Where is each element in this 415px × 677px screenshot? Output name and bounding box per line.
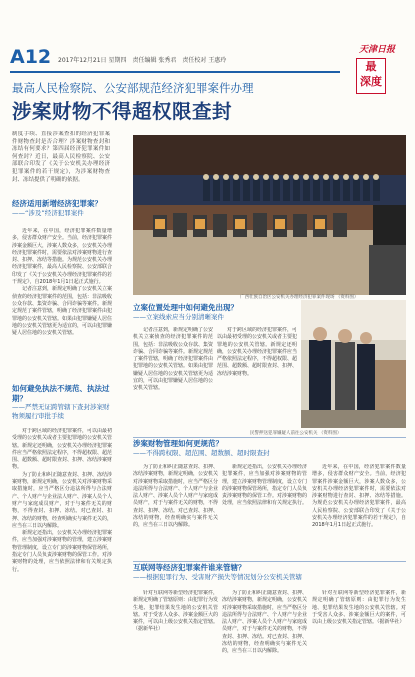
article-headline: 涉案财物不得超权限查封 <box>12 100 233 123</box>
section-divider <box>133 437 406 438</box>
body-paragraph: 近年来，在中国，经济犯罪案件数量增多，侵害群众财产安全。当前，经济犯罪案件涉案金额巨大，涉案人数众多，公安机关办理经济犯罪案件时，需要依法对涉案财物进行查封、扣押、冻结等措施。为规范公安机关办理经济犯罪案件，最高人民检察院、公安部联合印发了《关于公安机关办理经济犯罪案件的若干规定》，自2018年1月1日起正式施行。 <box>12 228 112 286</box>
page-header <box>10 44 405 70</box>
subhead-question: 如何避免执法不规范、执法过期？ <box>12 384 110 403</box>
body-column-9 <box>312 590 406 668</box>
subhead-2 <box>12 384 112 424</box>
police-escort-photo <box>301 300 406 428</box>
header-rule <box>10 71 340 73</box>
body-column-1 <box>12 228 112 378</box>
body-column-3 <box>217 327 297 422</box>
lead-text: 制度手续、直接涉案查扣的经济犯罪案件财物查封是否合理？涉案财物查封和冻结有何要求？第四届经济犯罪案件如何查封？近日，最高人民检察院、公安部联合印发了《关于公安机关办理经济犯罪案件的若干规定》，为涉案财物查封、冻结提供了明确的依据。 <box>12 131 110 183</box>
section-label-line1: 最 <box>365 60 377 73</box>
body-column-1b <box>12 428 112 665</box>
page-number: A12 <box>10 46 52 68</box>
newspaper-logo: 天津日报 <box>358 45 395 55</box>
subhead-answer: ——“涉及”经济犯罪案件 <box>12 208 84 217</box>
press-conference-illustration <box>133 135 406 295</box>
body-column-4 <box>133 464 218 556</box>
body-column-6 <box>312 464 406 556</box>
photo2-caption: 民警押送犯罪嫌疑人前往公安机关 （资料图） <box>250 431 342 436</box>
body-paragraph: 近年来，在中国，经济犯罪案件数量增多，侵害群众财产安全。当前，经济犯罪案件涉案金额巨大，涉案人数众多，公安机关办理经济犯罪案件时，需要依法对涉案财物进行查封、扣押、冻结等措施。为规范公安机关办理经济犯罪案件，最高人民检察院、公安部联合印发了《关于公安机关办理经济犯罪案件的若干规定》，自2018年1月1日起正式施行。 <box>312 464 406 529</box>
body-paragraph: 新规定还指出，公安机关办理经济犯罪案件，应当加强对涉案财物的管理，建立涉案财物管理制度，设立专门的涉案财物保管场所，指定专门人员负责涉案财物的保管工作。对涉案财物的处理，应当依照法律和有关规定执行。 <box>222 464 307 507</box>
article-kicker: 最高人民检察院、公安部规范经济犯罪案件办理 <box>12 81 254 95</box>
subhead-answer: ——根据犯罪行为、受害财产损失等情况划分公安机关管辖 <box>133 572 302 581</box>
press-conference-photo <box>133 135 406 295</box>
subhead-4 <box>133 439 333 461</box>
body-column-8 <box>222 590 307 668</box>
subhead-answer: ——立案线索应当分别清晰案件 <box>133 312 224 321</box>
body-paragraph: 为了防止和纠正随意查封、扣押、冻结涉案财物，新规定明确，公安机关对涉案财物采取措施时，应当严格区分违法所得与合法财产、个人财产与企业法人财产、涉案人员个人财产与家庭成员财产，对于与案件无关的财物，不得查封、扣押、冻结。对已查封、扣押、冻结的财物，经查明确实与案件无关的，应当在三日以内解除。 <box>133 464 218 529</box>
subhead-question: 立案位置处理中如何避免出现？ <box>133 303 238 312</box>
page-meta-line: 2017年12月21日 星期四 责任编辑 张秀君 责任校对 王惠玲 <box>58 57 227 64</box>
section-divider <box>133 561 406 562</box>
subhead-question: 经济适用新增经济犯罪案？ <box>12 199 102 208</box>
body-paragraph: 为了防止和纠正随意查封、扣押、冻结涉案财物，新规定明确，公安机关对涉案财物采取措施时，应当严格区分违法所得与合法财产、个人财产与企业法人财产、涉案人员个人财产与家庭成员财产，对于与案件无关的财物，不得查封、扣押、冻结。对已查封、扣押、冻结的财物，经查明确实与案件无关的，应当在三日以内解除。 <box>222 590 307 655</box>
body-column-7 <box>133 590 218 668</box>
subhead-3 <box>133 303 298 325</box>
section-label-box <box>356 58 386 94</box>
police-escort-illustration <box>301 300 406 428</box>
body-column-2 <box>133 327 213 422</box>
subhead-answer: ——不得跨权限、超范围、超数额、超时限查封 <box>133 448 270 457</box>
body-paragraph: 新规定还指出，公安机关办理经济犯罪案件，应当加强对涉案财物的管理，建立涉案财物管理制度，设立专门的涉案财物保管场所，指定专门人员负责涉案财物的保管工作。对涉案财物的处理，应当依照法律和有关规定执行。 <box>12 530 112 573</box>
body-paragraph: 记者注意到，新规定明确了公安机关立案侦查的经济犯罪案件的范围，包括：非法吸收公众存款、集资诈骗、合同诈骗等案件。新规定规范了案件管辖，明确了经济犯罪案件由犯罪地的公安机关管辖。如果由犯罪嫌疑人居住地的公安机关管辖更为适宜的，可以由犯罪嫌疑人居住地的公安机关管辖。 <box>12 286 112 337</box>
body-column-5 <box>222 464 307 556</box>
subhead-5 <box>133 563 333 587</box>
body-paragraph: 针对互联网等新型经济犯罪案件，新规定明确了管辖原则：由犯罪行为发生地、犯罪结果发生地的公安机关管辖。对于受害人众多、涉案金额巨大的案件，可以由上级公安机关指定管辖。（据新华社） <box>133 590 218 633</box>
body-paragraph: 针对互联网等新型经济犯罪案件，新规定明确了管辖原则：由犯罪行为发生地、犯罪结果发生地的公安机关管辖。对于受害人众多、涉案金额巨大的案件，可以由上级公安机关指定管辖。（据新华社） <box>312 590 406 626</box>
subhead-answer: ——严禁无证跨管辖下查封涉案财物须履行审批手续 <box>12 403 110 420</box>
subhead-question: 涉案财物管理如何更规范？ <box>133 439 223 448</box>
body-paragraph: 为了防止和纠正随意查封、扣押、冻结涉案财物，新规定明确，公安机关对涉案财物采取措施时，应当严格区分违法所得与合法财产、个人财产与企业法人财产、涉案人员个人财产与家庭成员财产，对于与案件无关的财物，不得查封、扣押、冻结。对已查封、扣押、冻结的财物，经查明确实与案件无关的，应当在三日以内解除。 <box>12 471 112 529</box>
article-lead <box>12 131 110 193</box>
section-label-line2: 深度 <box>360 75 382 88</box>
subhead-1 <box>12 199 112 227</box>
body-paragraph: 对于跨区域的经济犯罪案件，可以由最初受理的公安机关或者主要犯罪地的公安机关管辖。新规定还明确，公安机关办理经济犯罪案件应当严格依照法定程序，不得超权限、超范围、超数额、超时限查封、扣押、冻结涉案财物。 <box>12 428 112 471</box>
body-paragraph: 记者注意到，新规定明确了公安机关立案侦查的经济犯罪案件的范围，包括：非法吸收公众存款、集资诈骗、合同诈骗等案件。新规定规范了案件管辖，明确了经济犯罪案件由犯罪地的公安机关管辖。如果由犯罪嫌疑人居住地的公安机关管辖更为适宜的，可以由犯罪嫌疑人居住地的公安机关管辖。 <box>133 327 213 392</box>
body-paragraph: 对于跨区域的经济犯罪案件，可以由最初受理的公安机关或者主要犯罪地的公安机关管辖。新规定还明确，公安机关办理经济犯罪案件应当严格依照法定程序，不得超权限、超范围、超数额、超时限查封、扣押、冻结涉案财物。 <box>217 327 297 377</box>
photo1-caption: 广西壮族自治区公安机关办理经济犯罪案件现场 （资料图） <box>240 295 359 300</box>
subhead-question: 互联网等经济犯罪案件谁来管辖？ <box>133 563 246 572</box>
